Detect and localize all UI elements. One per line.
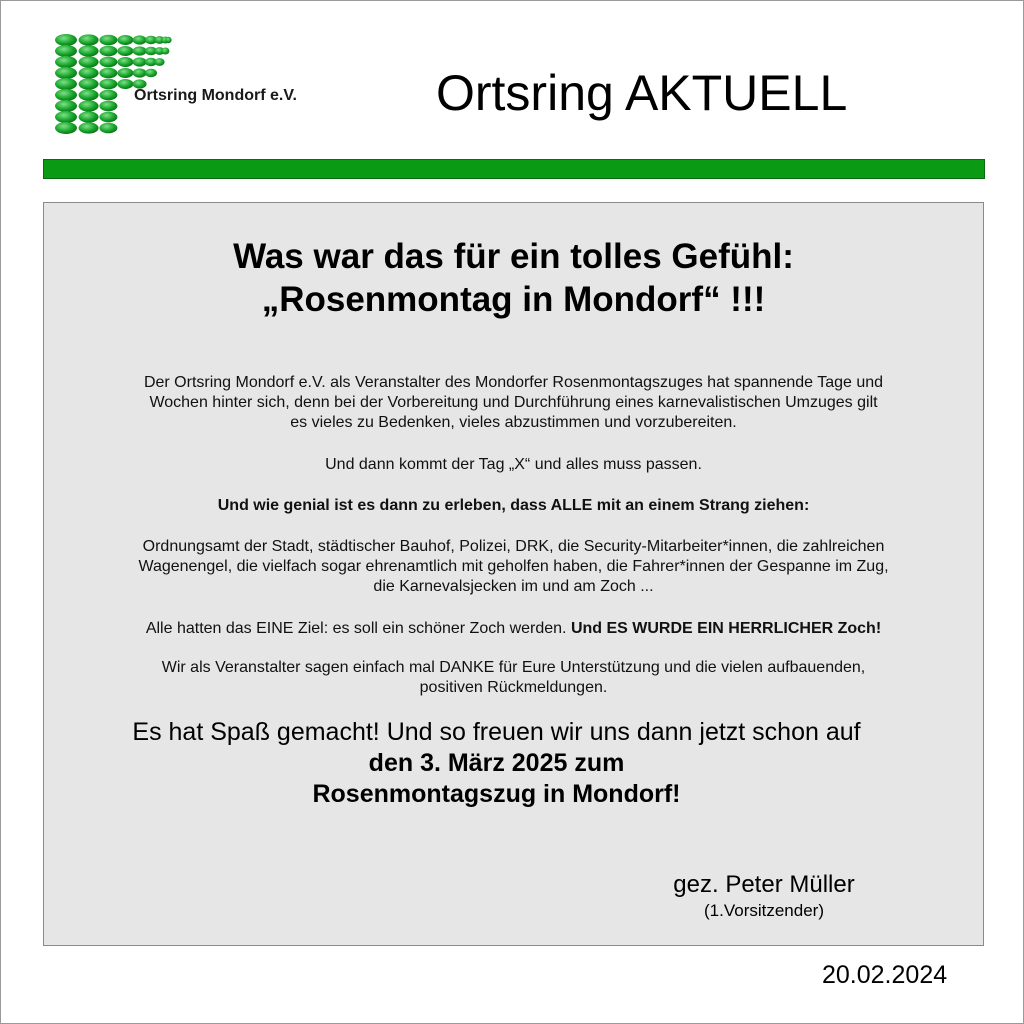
paragraph-line: positiven Rückmeldungen. [419, 679, 608, 696]
logo-dot [161, 47, 169, 54]
logo-dot [117, 57, 133, 67]
paragraph-line: Der Ortsring Mondorf e.V. als Veranstalter des Mondorfer Rosenmontagszuges hat spannende Tage und [143, 374, 884, 391]
logo-dot [99, 112, 117, 123]
logo-dot [99, 101, 117, 112]
logo-dot [55, 122, 77, 134]
logo-dot [79, 122, 99, 133]
paragraph-day-x [64, 455, 963, 475]
paragraph-line: Wir als Veranstalter sagen einfach mal DANKE für Eure Unterstützung und die vielen aufbauenden, [161, 659, 866, 676]
content-box [43, 202, 984, 946]
goal-text: Alle hatten das EINE Ziel: es soll ein schöner Zoch werden. [145, 620, 567, 637]
logo-dot [55, 78, 77, 90]
logo-dot [99, 79, 117, 90]
logo-dot [55, 111, 77, 123]
signature-name: gez. Peter Müller [673, 871, 855, 898]
logo-dot [79, 56, 99, 67]
logo-dot [133, 35, 147, 44]
logo-dot [117, 68, 133, 78]
logo-dot [55, 100, 77, 112]
paragraph-line: Wagenengel, die vielfach sogar ehrenamtlich mit geholfen haben, die Fahrer*innen der Gespanne im Zug, [138, 558, 889, 575]
logo [52, 30, 352, 140]
logo-dot [145, 69, 157, 78]
paragraph-intro [64, 373, 963, 433]
logo-dot [79, 89, 99, 100]
closing-line-1: Es hat Spaß gemacht! Und so freuen wir uns dann jetzt schon auf [132, 718, 861, 746]
logo-dot [117, 79, 133, 89]
logo-dot [99, 35, 117, 46]
paragraph-goal [64, 619, 963, 639]
logo-dot [99, 90, 117, 101]
logo-dot [79, 67, 99, 78]
logo-dot [79, 34, 99, 45]
closing-line-3: Rosenmontagszug in Mondorf! [312, 780, 681, 808]
signature-role: (1.Vorsitzender) [704, 901, 824, 920]
green-divider-bar [43, 159, 985, 179]
headline [44, 235, 983, 321]
logo-dot [55, 56, 77, 68]
goal-emphasis: Und ES WURDE EIN HERRLICHER Zoch! [570, 620, 882, 637]
page-title: Ortsring AKTUELL [436, 65, 848, 121]
headline-line-2: „Rosenmontag in Mondorf“ !!! [261, 280, 766, 319]
logo-dots-graphic [52, 30, 352, 140]
paragraph-strang [64, 496, 963, 516]
date-stamp: 20.02.2024 [822, 961, 948, 989]
logo-dot [155, 58, 165, 66]
logo-dot [55, 45, 77, 57]
logo-dot [133, 57, 147, 66]
logo-dot [99, 46, 117, 57]
paragraph-thanks [64, 658, 963, 698]
paragraph-line: Ordnungsamt der Stadt, städtischer Bauhof, Polizei, DRK, die Security-Mitarbeiter*innen, die zahlreichen [142, 538, 885, 555]
paragraph-line: es vieles zu Bedenken, vieles abzustimmen und vorzubereiten. [290, 414, 737, 431]
logo-dot [99, 57, 117, 68]
logo-dot [133, 68, 147, 77]
paragraph-helpers [64, 537, 963, 597]
logo-dot [166, 37, 172, 43]
logo-dot [79, 111, 99, 122]
logo-text: Ortsring Mondorf e.V. [134, 87, 297, 104]
logo-dot [99, 123, 117, 134]
logo-dot [117, 46, 133, 56]
paragraph-line: Und wie genial ist es dann zu erleben, dass ALLE mit an einem Strang ziehen: [217, 497, 810, 514]
headline-line-1: Was war das für ein tolles Gefühl: [233, 237, 794, 276]
logo-dot [99, 68, 117, 79]
logo-dot [79, 100, 99, 111]
paragraph-line [64, 619, 963, 639]
logo-dot [55, 34, 77, 46]
closing-line-2: den 3. März 2025 zum [368, 749, 625, 777]
paragraph-line: Wochen hinter sich, denn bei der Vorbereitung und Durchführung eines karnevalistischen Umzuges gilt [149, 394, 878, 411]
logo-dot [79, 45, 99, 56]
logo-dot [79, 78, 99, 89]
logo-dot [55, 67, 77, 79]
logo-dot [55, 89, 77, 101]
paragraph-line: Und dann kommt der Tag „X“ und alles muss passen. [325, 456, 702, 473]
logo-dot [133, 46, 147, 55]
closing-statement [44, 717, 949, 810]
paragraph-line: die Karnevalsjecken im und am Zoch ... [373, 578, 654, 595]
logo-dot [117, 35, 133, 45]
